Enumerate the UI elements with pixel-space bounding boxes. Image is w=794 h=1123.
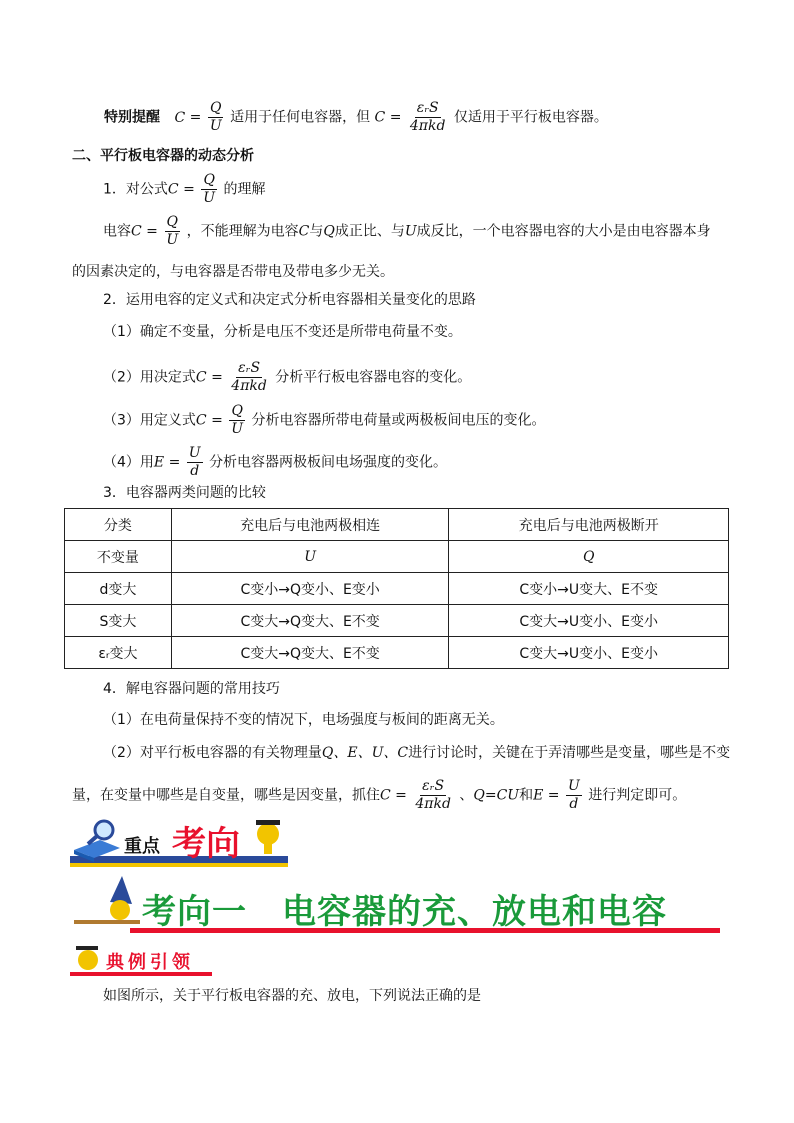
table-cell: C变大→Q变大、E不变 bbox=[171, 637, 449, 669]
direction-one-banner bbox=[70, 872, 722, 936]
capacitance-paragraph: 电容C = $\frac{Q}{U}$ ，不能理解为电容C与Q成正比、与U成反比，一个电容器电容的大小是由电容器本身 bbox=[103, 214, 711, 248]
fraction-q-over-u: $\frac{Q}{U}$ bbox=[231, 403, 244, 437]
table-cell: C变小→Q变小、E变小 bbox=[171, 573, 449, 605]
point-4-title: 4．解电容器问题的常用技巧 bbox=[103, 681, 280, 697]
fraction-eps-s-over-4pikd: $\frac{\text{εᵣS}}{\text{4πkd}}$ bbox=[415, 778, 451, 812]
fraction-u-over-d: $\frac{U}{d}$ bbox=[188, 445, 201, 479]
table-cell: Q bbox=[449, 541, 729, 573]
step-2: （2）用决定式C = $\frac{\text{εᵣS}}{\text{4πkd}}$ 分析平行板电容器电容的变化。 bbox=[103, 360, 472, 394]
table-cell: C变大→U变小、E变小 bbox=[449, 605, 729, 637]
fraction-eps-s-over-4pikd: $\frac{\text{εᵣS}}{\text{4πkd}}$ bbox=[409, 100, 446, 134]
key-direction-banner bbox=[70, 812, 290, 870]
table-row bbox=[65, 637, 729, 669]
tip-text-1: 适用于任何电容器，但 bbox=[230, 109, 371, 126]
tip-text-2: 仅适用于平行板电容器。 bbox=[453, 109, 608, 126]
step-4: （4）用E = $\frac{U}{d}$ 分析电容器两极板间电场强度的变化。 bbox=[103, 445, 448, 479]
comparison-table bbox=[64, 508, 729, 669]
banner-text-zhongdian: 重点 bbox=[124, 836, 160, 857]
table-cell: U bbox=[171, 541, 449, 573]
table-header-row bbox=[65, 509, 729, 541]
capacitance-paragraph-line2: 的因素决定的，与电容器是否带电及带电多少无关。 bbox=[72, 264, 394, 280]
fraction-q-over-u: $\frac{Q}{U}$ bbox=[166, 214, 179, 248]
table-header-cell: 充电后与电池两极断开 bbox=[449, 509, 729, 541]
point-3-title: 3．电容器两类问题的比较 bbox=[103, 485, 266, 501]
table-row bbox=[65, 541, 729, 573]
fraction-u-over-d: $\frac{U}{d}$ bbox=[567, 778, 580, 812]
example-banner bbox=[70, 940, 216, 980]
technique-1: （1）在电荷量保持不变的情况下，电场强度与板间的距离无关。 bbox=[103, 712, 504, 728]
table-cell: C变大→Q变大、E不变 bbox=[171, 605, 449, 637]
table-cell: 不变量 bbox=[65, 541, 172, 573]
step-1: （1）确定不变量，分析是电压不变还是所带电荷量不变。 bbox=[103, 324, 462, 340]
technique-2: （2）对平行板电容器的有关物理量Q、E、U、C进行讨论时，关键在于弄清哪些是变量，哪些是不变 bbox=[103, 745, 731, 761]
fraction-eps-s-over-4pikd: $\frac{\text{εᵣS}}{\text{4πkd}}$ bbox=[231, 360, 267, 394]
table-cell: C变大→U变小、E变小 bbox=[449, 637, 729, 669]
direction-one-title: 考向一 电容器的充、放电和电容 bbox=[142, 892, 667, 932]
table-cell: εᵣ变大 bbox=[65, 637, 172, 669]
example-title: 典例引领 bbox=[106, 952, 194, 973]
step-3: （3）用定义式C = $\frac{Q}{U}$ 分析电容器所带电荷量或两极板间电压的变化。 bbox=[103, 403, 546, 437]
banner-text-kaoxiang: 考向 bbox=[172, 824, 240, 864]
table-header-cell: 分类 bbox=[65, 509, 172, 541]
section-2-title: 二、平行板电容器的动态分析 bbox=[72, 148, 254, 164]
table-header-cell: 充电后与电池两极相连 bbox=[171, 509, 449, 541]
table-row bbox=[65, 605, 729, 637]
technique-2-line2: 量，在变量中哪些是自变量，哪些是因变量，抓住C = $\frac{\text{εᵣS}}{\text{4πkd}}$ 、Q=CU和E = $\frac{U}{d}$ 进行判定即可。 bbox=[72, 778, 687, 812]
table-cell: S变大 bbox=[65, 605, 172, 637]
fraction-q-over-u: $\frac{Q}{U}$ bbox=[209, 100, 222, 134]
tip-line: 特别提醒 C = $\frac{Q}{U}$ 适用于任何电容器，但 C = $\frac{\text{εᵣS}}{\text{4πkd}}$ 仅适用于平行板电容器。 bbox=[104, 100, 608, 134]
table-cell: d变大 bbox=[65, 573, 172, 605]
tip-label: 特别提醒 bbox=[104, 109, 160, 126]
formula-C: C bbox=[174, 109, 186, 126]
table-cell: C变小→U变大、E不变 bbox=[449, 573, 729, 605]
fraction-q-over-u: $\frac{Q}{U}$ bbox=[203, 172, 216, 206]
point-1: 1．对公式C = $\frac{Q}{U}$ 的理解 bbox=[103, 172, 266, 206]
point-2-title: 2．运用电容的定义式和决定式分析电容器相关量变化的思路 bbox=[103, 292, 476, 308]
question-text: 如图所示，关于平行板电容器的充、放电，下列说法正确的是 bbox=[103, 988, 481, 1004]
table-row bbox=[65, 573, 729, 605]
